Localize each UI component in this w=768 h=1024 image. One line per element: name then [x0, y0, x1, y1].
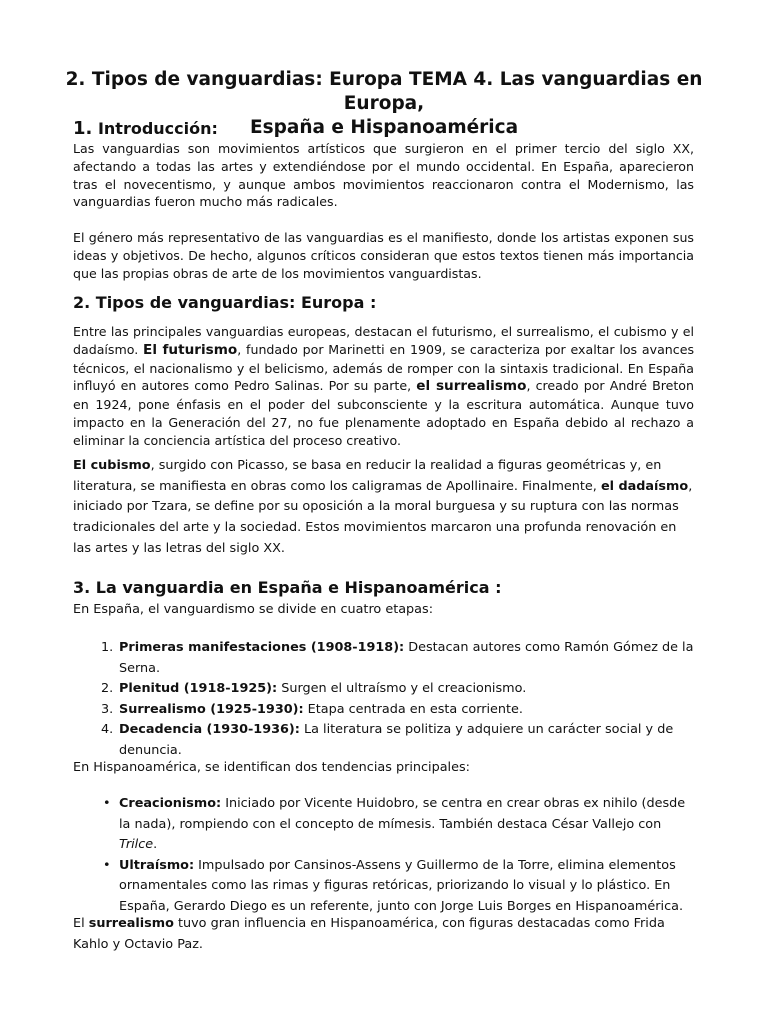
list-item — [73, 638, 698, 679]
section-heading-europa: 2. Tipos de vanguardias: Europa : — [73, 293, 377, 312]
list-item — [73, 700, 698, 721]
bullet-marker: • — [103, 796, 111, 811]
work-title: Trilce — [119, 837, 154, 853]
stage-label: Plenitud (1918-1925): — [119, 681, 278, 697]
term-futurismo: El futurismo — [143, 341, 238, 358]
list-item — [73, 856, 698, 918]
section-heading-text: Introducción: — [97, 119, 218, 138]
title-line-2: España e Hispanoamérica — [249, 117, 519, 138]
intro-paragraph-1: Las vanguardias son movimientos artísticos que surgieron en el primer tercio del siglo XX, afectando a todas las artes y extendiéndose por el mundo occidental. En España, aparecieron tras el novecentismo, y aunque ambos movimientos reaccionaron contra el Modernismo, las vanguardias fueron mucho más radicales. — [73, 141, 694, 210]
hispano-intro: En Hispanoamérica, se identifican dos tendencias principales: — [73, 760, 470, 775]
section-heading-introduccion — [73, 118, 218, 139]
europa-paragraph-1 — [73, 323, 694, 450]
stage-label: Surrealismo (1925-1930): — [119, 701, 304, 717]
text-run: , iniciado por Tzara, se define por su oposición a la moral burguesa y su ruptura con las normas tradicionales del arte y la sociedad. Estos movimientos marcaron una profunda renovación en las artes y las letras del siglo XX. — [73, 478, 693, 556]
list-marker: 2. — [101, 681, 114, 697]
term-dadaismo: el dadaísmo — [600, 478, 689, 494]
stage-text: Surgen el ultraísmo y el creacionismo. — [277, 681, 527, 697]
list-item — [73, 794, 698, 856]
stage-text: La literatura se politiza y adquiere un carácter social y de denuncia. — [119, 722, 674, 758]
tendencia-label: Ultraísmo: — [119, 857, 195, 873]
text-run: . — [153, 837, 158, 853]
text-run: , surgido con Picasso, se basa en reducir la realidad a figuras geométricas y, en literatura, se manifiesta en obras como los caligramas de Apollinaire. Finalmente, — [73, 458, 662, 494]
bullet-marker: • — [103, 857, 111, 873]
tendencias-list — [73, 794, 698, 918]
stage-text: Etapa centrada en esta corriente. — [303, 701, 523, 717]
stage-text: Destacan autores como Ramón Gómez de la Serna. — [119, 640, 694, 676]
section-number: 1. — [73, 118, 93, 139]
intro-paragraph-2: El género más representativo de las vanguardias es el manifiesto, donde los artistas exponen sus ideas y objetivos. De hecho, algunos críticos consideran que estos textos tienen más importancia que las propias obras de arte de los movimientos vanguardistas. — [73, 230, 694, 281]
list-marker: 3. — [101, 701, 114, 717]
tendencia-text: Iniciado por Vicente Huidobro, se centra en crear obras ex nihilo (desde la nada), rompiendo con el concepto de mímesis. También destaca César Vallejo con — [119, 796, 686, 832]
text-run: , creado por André Breton en 1924, pone énfasis en el poder del subconsciente y la escritura automática. Aunque tuvo impacto en la Generación del 27, no fue plenamente adoptado en España debido al rechazo a eliminar la conciencia artística del proceso creativo. — [73, 378, 694, 448]
europa-paragraph-2 — [73, 456, 694, 560]
list-marker: 1. — [101, 640, 114, 655]
tendencia-label: Creacionismo: — [119, 796, 222, 811]
stage-label: Decadencia (1930-1936): — [119, 722, 300, 738]
text-run: El — [73, 916, 89, 931]
text-run: , fundado por Marinetti en 1909, se caracteriza por exaltar los avances técnicos, el nacionalismo y el belicismo, además de romper con la sintaxis tradicional. En España influyó en autores como Pedro Salinas. Por su parte, — [73, 341, 694, 394]
title-line-1: 2. Tipos de vanguardias: Europa TEMA 4. Las vanguardias en Europa, — [65, 69, 703, 114]
list-marker: 4. — [101, 722, 114, 738]
stages-list — [73, 638, 698, 762]
section-heading-espana: 3. La vanguardia en España e Hispanoamérica : — [73, 578, 502, 597]
tendencia-text: Impulsado por Cansinos-Assens y Guillermo de la Torre, elimina elementos ornamentales como las rimas y figuras retóricas, priorizando lo visual y lo plástico. En España, Gerardo Diego es un referente, junto con Jorge Luis Borges en Hispanoamérica. — [119, 857, 684, 914]
term-surrealismo: surrealismo — [88, 916, 174, 931]
text-run: Entre las principales vanguardias europeas, destacan el futurismo, el surrealismo, el cubismo y el dadaísmo. — [73, 324, 694, 357]
final-paragraph — [73, 914, 694, 955]
term-cubismo: El cubismo — [73, 458, 151, 473]
term-surrealismo: el surrealismo — [416, 378, 527, 395]
text-run: tuvo gran influencia en Hispanoamérica, con figuras destacadas como Frida Kahlo y Octavio Paz. — [73, 916, 665, 952]
list-item — [73, 679, 698, 700]
stage-label: Primeras manifestaciones (1908-1918): — [119, 640, 405, 655]
list-item — [73, 720, 698, 761]
espana-intro: En España, el vanguardismo se divide en cuatro etapas: — [73, 602, 433, 617]
